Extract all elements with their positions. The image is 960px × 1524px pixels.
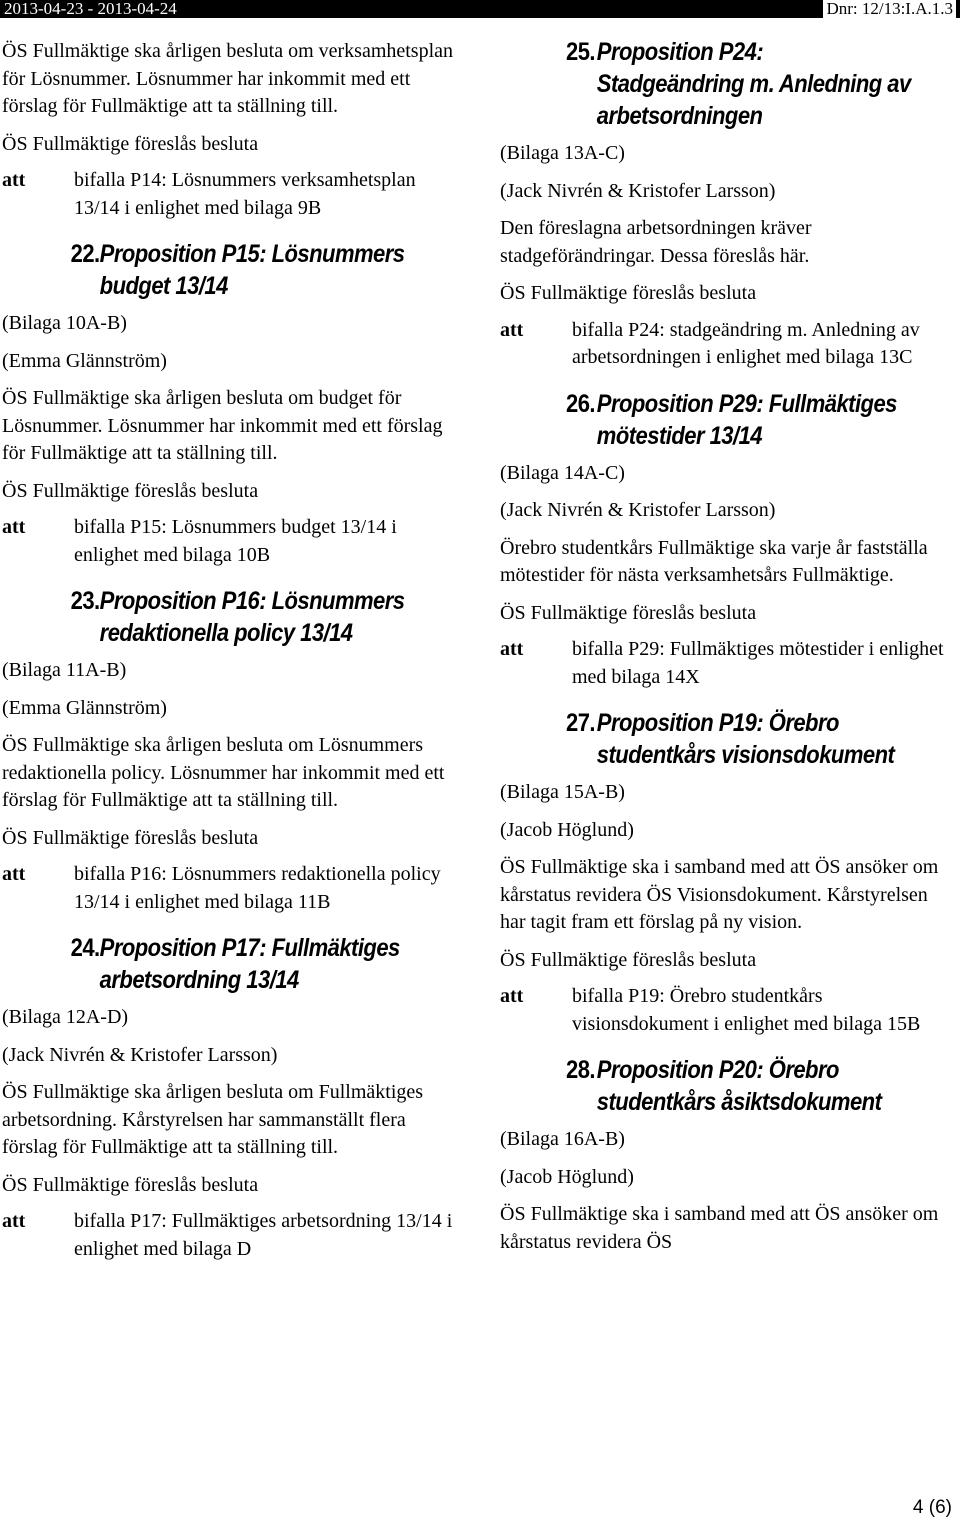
proposes-label: ÖS Fullmäktige föreslås besluta <box>2 479 259 502</box>
section-body: ÖS Fullmäktige ska årligen besluta om Lösnummers redaktionella policy. Lösnummer har inkommit med ett förslag för Fullmäktige att ta ställning till. <box>2 734 445 811</box>
bilaga-ref: (Bilaga 11A-B) <box>2 659 127 681</box>
att-label: att <box>500 638 524 660</box>
section-body: ÖS Fullmäktige ska i samband med att ÖS ansöker om kårstatus revidera ÖS Visionsdokument. Kårstyrelsen har tagit fram ett förslag på ny vision. <box>500 856 939 933</box>
section-title-line: Proposition P17: Fullmäktiges <box>99 934 400 962</box>
motion-p24 <box>500 317 958 372</box>
author: (Jack Nivrén & Kristofer Larsson) <box>500 179 776 202</box>
motion-text: bifalla P24: stadgeändring m. Anledning av arbetsordningen i enlighet med bilaga 13C <box>572 318 920 368</box>
right-column <box>500 30 958 1256</box>
section-heading-24 <box>2 932 407 996</box>
section-body: ÖS Fullmäktige ska årligen besluta om budget för Lösnummer. Lösnummer har inkommit med ett förslag för Fullmäktige att ta ställning till. <box>2 387 443 464</box>
motion-p17 <box>2 1208 462 1263</box>
section-body: ÖS Fullmäktige ska i samband med att ÖS ansöker om kårstatus revidera ÖS <box>500 1203 939 1253</box>
motion-p14 <box>2 167 462 222</box>
section-heading-23 <box>2 585 407 649</box>
page-number: 4 (6) <box>912 1497 952 1518</box>
motion-text: bifalla P29: Fullmäktiges mötestider i enlighet med bilaga 14X <box>572 638 944 688</box>
section-heading-25 <box>500 36 911 132</box>
section-title-line: studentkårs åsiktsdokument <box>596 1088 882 1116</box>
bilaga-ref: (Bilaga 12A-D) <box>2 1006 129 1028</box>
section-body: Örebro studentkårs Fullmäktige ska varje år fastställa mötestider för nästa verksamhetsårs Fullmäktige. <box>500 536 928 586</box>
section-body: ÖS Fullmäktige ska årligen besluta om Fullmäktiges arbetsordning. Kårstyrelsen har sammanställt flera förslag för Fullmäktige att ta ställning till. <box>2 1081 424 1158</box>
motion-text: bifalla P19: Örebro studentkårs visionsdokument i enlighet med bilaga 15B <box>572 985 921 1035</box>
att-label: att <box>500 985 524 1007</box>
proposes-label: ÖS Fullmäktige föreslås besluta <box>2 1173 259 1196</box>
section-title-line: Stadgeändring m. Anledning av <box>596 70 911 98</box>
att-label: att <box>2 169 26 191</box>
section-number: 28. <box>566 1056 596 1084</box>
author: (Jack Nivrén & Kristofer Larsson) <box>500 499 776 521</box>
author: (Emma Glännström) <box>2 349 167 372</box>
left-column <box>2 38 462 1263</box>
proposes-label: ÖS Fullmäktige föreslås besluta <box>500 601 757 624</box>
section-number: 27. <box>566 709 596 737</box>
section-heading-26 <box>500 388 903 452</box>
section-title-line: redaktionella policy 13/14 <box>99 619 353 647</box>
proposes-label: ÖS Fullmäktige föreslås besluta <box>500 282 757 304</box>
section-title-line: arbetsordning 13/14 <box>99 966 299 994</box>
section-title-line: mötestider 13/14 <box>596 421 762 450</box>
bilaga-ref: (Bilaga 10A-B) <box>2 312 127 334</box>
section-heading-22 <box>2 238 407 302</box>
section-number: 24. <box>70 934 100 962</box>
bilaga-ref: (Bilaga 13A-C) <box>500 142 625 164</box>
motion-p19 <box>500 983 958 1038</box>
section-number: 26. <box>566 389 596 418</box>
motion-text: bifalla P16: Lösnummers redaktionella policy 13/14 i enlighet med bilaga 11B <box>74 863 441 913</box>
author: (Jack Nivrén & Kristofer Larsson) <box>2 1043 278 1066</box>
att-label: att <box>2 516 26 538</box>
header-dnr: Dnr: 12/13:I.A.1.3 <box>823 0 956 19</box>
att-label: att <box>2 863 26 885</box>
section-title-line: Proposition P16: Lösnummers <box>99 587 405 615</box>
section-title-line: Proposition P24: <box>596 38 764 66</box>
section-title-line: arbetsordningen <box>596 102 763 130</box>
bilaga-ref: (Bilaga 15A-B) <box>500 781 625 803</box>
motion-p29 <box>500 636 958 691</box>
proposes-label: ÖS Fullmäktige föreslås besluta <box>2 132 259 155</box>
intro-paragraph: ÖS Fullmäktige ska årligen besluta om verksamhetsplan för Lösnummer. Lösnummer har inkommit med ett förslag för Fullmäktige att ta ställning till. <box>2 40 454 117</box>
motion-p15 <box>2 514 462 569</box>
motion-text: bifalla P14: Lösnummers verksamhetsplan 13/14 i enlighet med bilaga 9B <box>74 169 416 219</box>
section-title-line: Proposition P15: Lösnummers <box>99 240 405 268</box>
section-heading-27 <box>500 707 903 771</box>
motion-text: bifalla P17: Fullmäktiges arbetsordning 13/14 i enlighet med bilaga D <box>74 1210 453 1260</box>
motion-text: bifalla P15: Lösnummers budget 13/14 i enlighet med bilaga 10B <box>74 516 397 566</box>
section-title-line: Proposition P29: Fullmäktiges <box>596 389 897 418</box>
att-label: att <box>2 1210 26 1232</box>
motion-p16 <box>2 861 462 916</box>
proposes-label: ÖS Fullmäktige föreslås besluta <box>2 826 259 849</box>
section-heading-28 <box>500 1054 903 1118</box>
section-number: 23. <box>70 587 100 615</box>
section-title-line: Proposition P20: Örebro <box>596 1056 839 1084</box>
section-title-line: studentkårs visionsdokument <box>596 741 895 769</box>
author: (Jacob Höglund) <box>500 1165 634 1188</box>
section-title-line: Proposition P19: Örebro <box>596 709 839 737</box>
bilaga-ref: (Bilaga 14A-C) <box>500 461 625 484</box>
page-header <box>0 0 960 18</box>
author: (Jacob Höglund) <box>500 818 634 841</box>
section-number: 22. <box>70 240 100 268</box>
section-body: Den föreslagna arbetsordningen kräver stadgeförändringar. Dessa föreslås här. <box>500 217 812 267</box>
section-title-line: budget 13/14 <box>99 272 228 300</box>
header-date: 2013-04-23 - 2013-04-24 <box>4 0 177 18</box>
section-number: 25. <box>566 38 596 66</box>
att-label: att <box>500 318 524 341</box>
bilaga-ref: (Bilaga 16A-B) <box>500 1128 625 1150</box>
proposes-label: ÖS Fullmäktige föreslås besluta <box>500 948 757 971</box>
author: (Emma Glännström) <box>2 696 167 719</box>
